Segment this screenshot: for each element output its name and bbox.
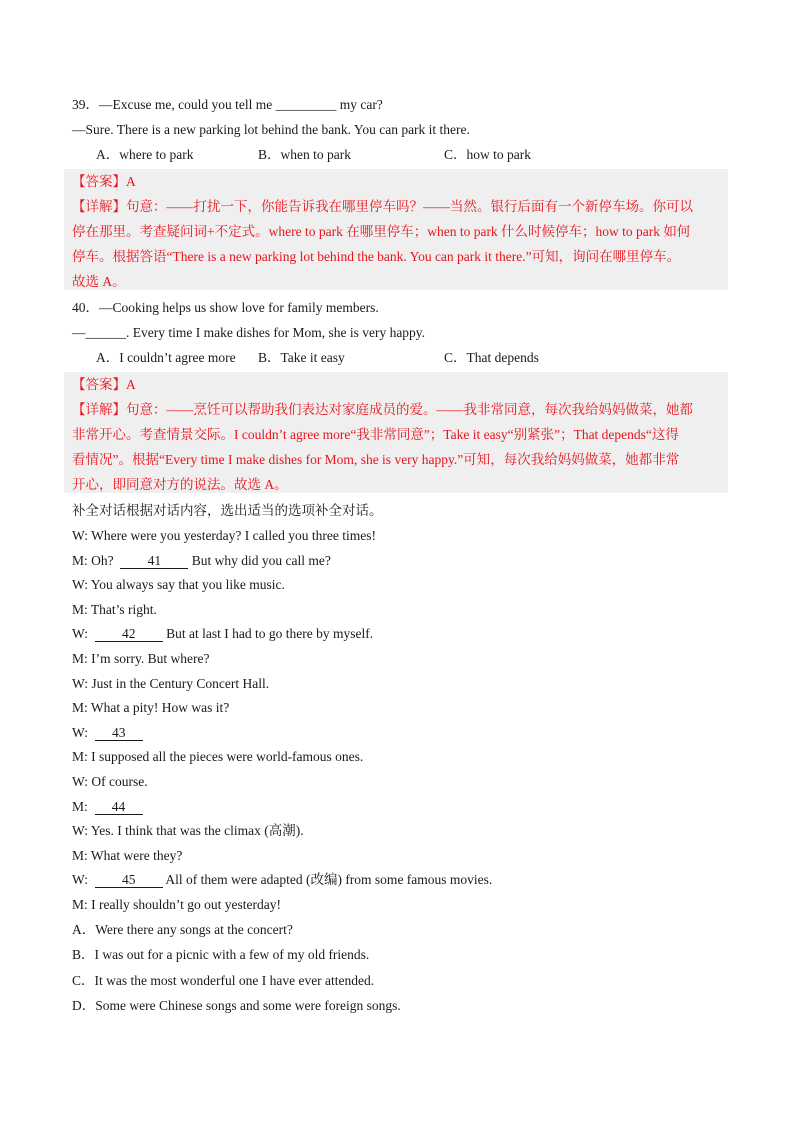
q39-answer: 【答案】A (72, 174, 136, 189)
q40-reply: —______. Every time I make dishes for Mom, she is very happy. (72, 325, 426, 340)
choice-d: D．Some were Chinese songs and some were foreign songs. (72, 998, 401, 1013)
q39-detail-line-4: 故选 A。 (72, 274, 126, 289)
q40-option-a: A．I couldn’t agree more (96, 350, 236, 365)
q39-detail-line-3: 停车。根据答语“There is a new parking lot behind the bank. You can park it there.”可知，询问在哪里停车。 (72, 249, 681, 264)
choice-c: C．It was the most wonderful one I have ever attended. (72, 973, 375, 988)
dialogue-line-text: W: (72, 872, 92, 887)
choice-b: B．I was out for a picnic with a few of my old friends. (72, 947, 370, 962)
dialogue-line-suffix: But why did you call me? (188, 553, 331, 568)
dialogue-line (72, 798, 143, 816)
dialogue-line (72, 896, 281, 914)
dialogue-line-text: M: Oh? (72, 553, 117, 568)
dialogue-line (72, 773, 148, 791)
q39-detail-line-1: 【详解】句意：——打扰一下，你能告诉我在哪里停车吗？——当然。银行后面有一个新停车场。你可以 (72, 199, 693, 214)
dialogue-line-text: W: (72, 725, 92, 740)
dialogue-line (72, 601, 157, 619)
dialogue-line (72, 748, 363, 766)
dialogue-line-suffix: But at last I had to go there by myself. (162, 626, 374, 641)
dialogue-line-suffix: All of them were adapted (改编) from some famous movies. (162, 872, 493, 887)
dialogue-line (72, 699, 229, 717)
q40-detail-line-3: 看情况”。根据“Every time I make dishes for Mom, she is very happy.”可知，每次我给妈妈做菜，她都非常 (72, 452, 680, 467)
dialogue-line (72, 650, 209, 668)
dialogue-line-text: M: I really shouldn’t go out yesterday! (72, 897, 281, 912)
dialogue-line-text: M: What a pity! How was it? (72, 700, 230, 715)
dialogue-line-text: M: What were they? (72, 848, 183, 863)
dialogue-line (72, 871, 492, 889)
answer-blank[interactable]: 41 (120, 553, 188, 569)
dialogue-line (72, 552, 331, 570)
dialogue-line (72, 527, 376, 545)
dialogue-line-text: M: I supposed all the pieces were world-famous ones. (72, 749, 364, 764)
q40-stem: 40．—Cooking helps us show love for family members. (72, 300, 379, 315)
q40-detail-line-1: 【详解】句意：——烹饪可以帮助我们表达对家庭成员的爱。——我非常同意，每次我给妈妈做菜，她都 (72, 402, 693, 417)
q40-detail-line-4: 开心，即同意对方的说法。故选 A。 (72, 477, 288, 492)
dialogue-line (72, 822, 304, 840)
answer-blank[interactable]: 44 (95, 799, 143, 815)
answer-blank[interactable]: 42 (95, 626, 163, 642)
q40-detail-line-2: 非常开心。考查情景交际。I couldn’t agree more“我非常同意”；Take it easy“别紧张”；That depends“这得 (72, 427, 679, 442)
dialogue-line-text: W: Where were you yesterday? I called you three times! (72, 528, 376, 543)
q39-option-c: C．how to park (444, 147, 531, 162)
dialogue-line (72, 724, 143, 742)
dialogue-instruction: 补全对话根据对话内容，选出适当的选项补全对话。 (72, 503, 383, 518)
dialogue-line (72, 576, 285, 594)
choice-a: A．Were there any songs at the concert? (72, 922, 293, 937)
dialogue-line-text: M: That’s right. (72, 602, 157, 617)
q40-option-b: B．Take it easy (258, 350, 345, 365)
answer-blank[interactable]: 43 (95, 725, 143, 741)
answer-blank[interactable]: 45 (95, 872, 163, 888)
dialogue-line (72, 847, 182, 865)
q39-option-a: A．where to park (96, 147, 194, 162)
dialogue-line-text: M: (72, 799, 92, 814)
dialogue-line-text: W: You always say that you like music. (72, 577, 285, 592)
dialogue-line (72, 625, 373, 643)
dialogue-line-text: W: Just in the Century Concert Hall. (72, 676, 270, 691)
dialogue-line (72, 675, 269, 693)
q39-detail-line-2: 停在那里。考查疑问词+不定式。where to park 在哪里停车；when to park 什么时候停车；how to park 如何 (72, 224, 691, 239)
dialogue-line-text: M: I’m sorry. But where? (72, 651, 210, 666)
dialogue-line-text: W: Of course. (72, 774, 148, 789)
q40-option-c: C．That depends (444, 350, 539, 365)
q39-option-b: B．when to park (258, 147, 351, 162)
dialogue-line-text: W: Yes. I think that was the climax (高潮). (72, 823, 304, 838)
q39-stem: 39．—Excuse me, could you tell me _________ my car? (72, 97, 383, 112)
q39-reply: —Sure. There is a new parking lot behind the bank. You can park it there. (72, 122, 470, 137)
q40-answer: 【答案】A (72, 377, 136, 392)
dialogue-line-text: W: (72, 626, 92, 641)
